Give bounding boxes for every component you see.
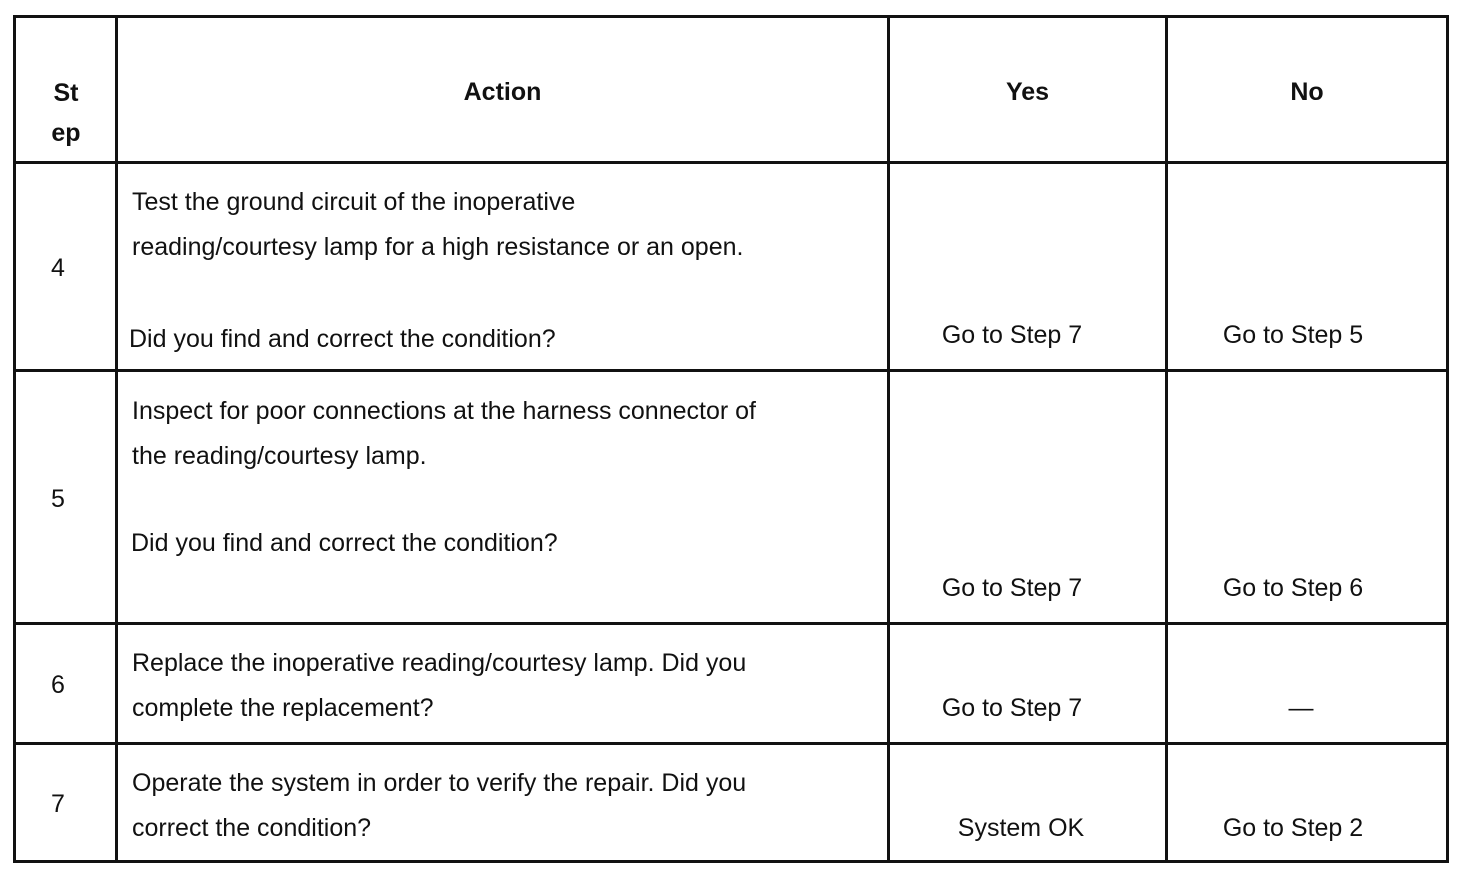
header-action: Action <box>463 78 542 106</box>
row-divider-header <box>16 161 1446 164</box>
yes-result: Go to Step 7 <box>941 694 1083 722</box>
action-line: Test the ground circuit of the inoperative <box>132 188 576 216</box>
row-divider-6 <box>16 742 1446 745</box>
yes-result: System OK <box>957 814 1085 842</box>
action-line: correct the condition? <box>132 814 372 842</box>
row-divider-4 <box>16 369 1446 372</box>
no-result: Go to Step 5 <box>1222 321 1364 349</box>
no-result: Go to Step 6 <box>1222 574 1364 602</box>
step-number: 6 <box>51 671 65 699</box>
header-no: No <box>1290 78 1324 106</box>
header-step-line1: St <box>53 79 79 107</box>
action-text <box>132 761 746 851</box>
action-line: Inspect for poor connections at the harness connector of <box>132 397 756 425</box>
step-number: 4 <box>51 254 65 282</box>
header-step <box>16 73 116 153</box>
column-divider-yes <box>1165 18 1168 860</box>
diagnostic-table <box>13 15 1449 863</box>
action-question: Did you find and correct the condition? <box>131 529 558 557</box>
action-line: Operate the system in order to verify the repair. Did you <box>132 769 747 797</box>
action-line: Replace the inoperative reading/courtesy lamp. Did you <box>132 649 747 677</box>
action-line: complete the replacement? <box>132 694 434 722</box>
step-number: 5 <box>51 485 65 513</box>
action-text <box>132 641 746 731</box>
no-result: Go to Step 2 <box>1222 814 1364 842</box>
row-divider-5 <box>16 622 1446 625</box>
no-result: — <box>1288 694 1314 722</box>
action-text <box>132 389 756 479</box>
action-question: Did you find and correct the condition? <box>129 325 556 353</box>
action-line: the reading/courtesy lamp. <box>132 442 427 470</box>
header-yes: Yes <box>1005 78 1050 106</box>
step-number: 7 <box>51 790 65 818</box>
column-divider-action <box>887 18 890 860</box>
action-text <box>132 180 743 270</box>
action-line: reading/courtesy lamp for a high resistance or an open. <box>132 233 744 261</box>
yes-result: Go to Step 7 <box>941 321 1083 349</box>
header-step-line2: ep <box>51 119 81 147</box>
yes-result: Go to Step 7 <box>941 574 1083 602</box>
